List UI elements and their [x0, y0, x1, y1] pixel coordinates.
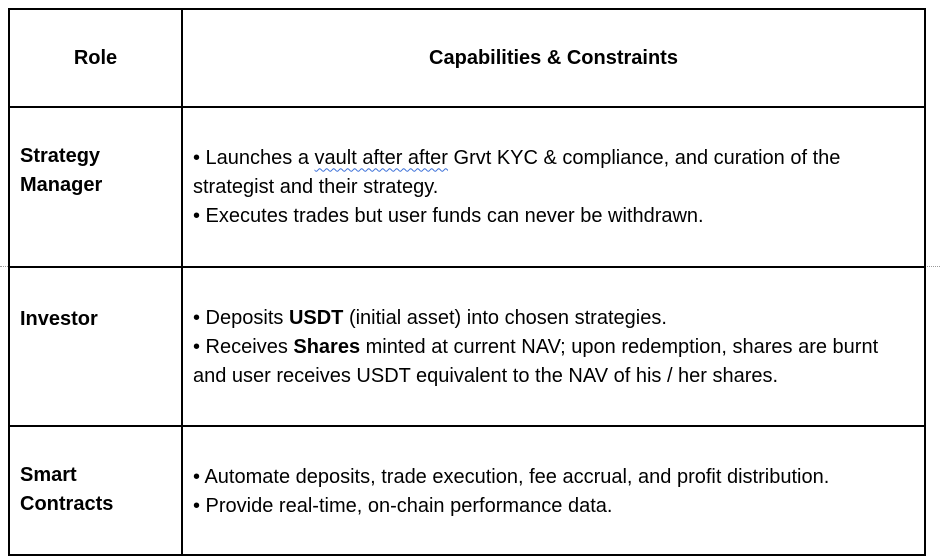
- role-cell-smart-contracts[interactable]: [9, 426, 182, 555]
- table-row: [9, 107, 925, 267]
- role-cell-investor[interactable]: [9, 267, 182, 427]
- bold-term: USDT: [288, 306, 344, 329]
- role-label-line: Strategy: [20, 145, 101, 167]
- header-capabilities: Capabilities & Constraints: [182, 9, 925, 107]
- capability-bullet: • Receives Shares minted at current NAV; upon redemption, shares are burnt and user receives USDT equivalent to the NAV of his / her shares.: [193, 335, 879, 387]
- capability-bullet: • Deposits USDT (initial asset) into chosen strategies.: [193, 306, 667, 329]
- table-header-row: [9, 9, 925, 107]
- capability-bullet: • Launches a vault after after Grvt KYC & compliance, and curation of the strategist and their strategy.: [193, 147, 841, 199]
- table-row: [9, 426, 925, 555]
- capabilities-cell-investor[interactable]: [182, 267, 925, 427]
- role-label-line: Smart: [20, 464, 77, 487]
- header-role: Role: [9, 9, 182, 107]
- role-label-line: Manager: [20, 174, 103, 196]
- capabilities-cell-strategy-manager[interactable]: [182, 107, 925, 267]
- capabilities-cell-smart-contracts[interactable]: [182, 426, 925, 555]
- role-label-line: Contracts: [20, 493, 114, 516]
- role-cell-strategy-manager[interactable]: [9, 107, 182, 267]
- role-label-line: Investor: [20, 307, 98, 330]
- capability-bullet: • Provide real-time, on-chain performance data.: [193, 494, 613, 517]
- capability-bullet: • Executes trades but user funds can never be withdrawn.: [193, 205, 704, 228]
- table-row: [9, 267, 925, 427]
- roles-table: [8, 8, 926, 556]
- spellcheck-flagged-text: vault after after: [314, 147, 448, 170]
- bold-term: Shares: [293, 335, 361, 358]
- capability-bullet: • Automate deposits, trade execution, fee accrual, and profit distribution.: [193, 465, 830, 488]
